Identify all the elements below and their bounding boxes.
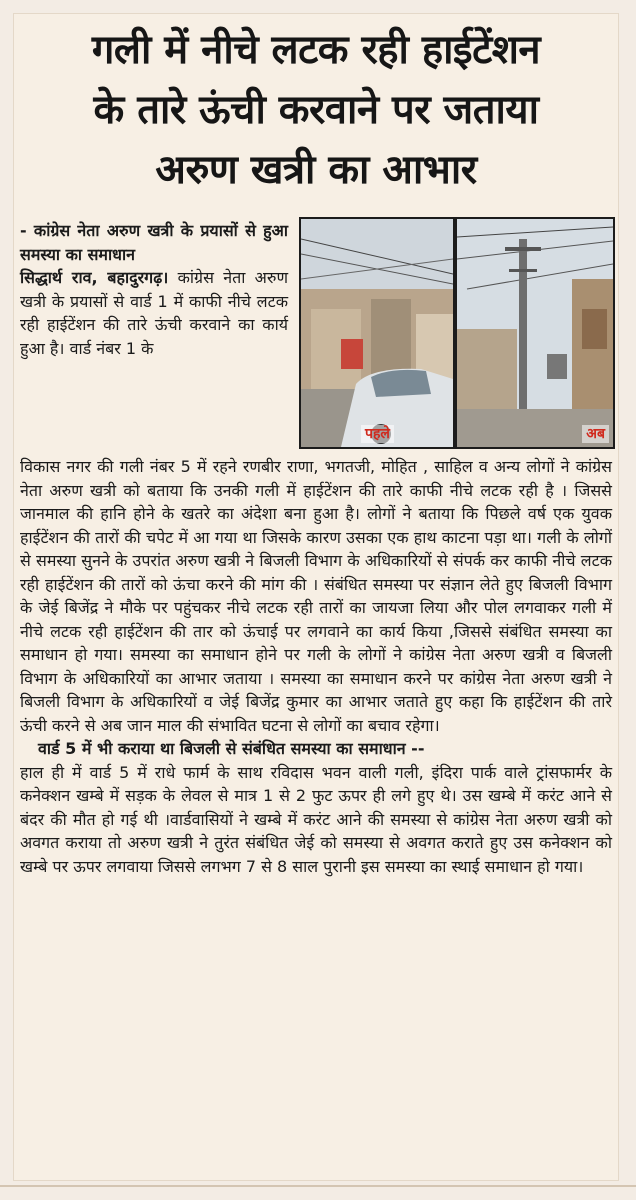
after-photo	[457, 219, 613, 447]
before-photo	[301, 219, 453, 447]
body-text: विकास नगर की गली नंबर 5 में रहने रणबीर राणा, भगतजी, मोहित , साहिल व अन्य लोगों ने कांग्रेस नेता अरुण खत्री को बताया कि उनकी गली में हाईटेंशन की तारे काफी नीचे लटक रही है । जिससे जानमाल की हानि होने के खतरे का अंदेशा बना हुआ है। लोगों ने बताया कि पिछले वर्ष एक युवक हाईटेंशन की तारों की चपेट में आ गया था जिसके कारण उसका एक हाथ काटना पड़ा था। गली के लोगों से समस्या सुनने के उपरांत अरुण खत्री ने बिजली विभाग के अधिकारियों से संपर्क कर काफी नीचे लटक रही हाईटेंशन की तारों को ऊंचा करने की मांग की । संबंधित समस्या पर संज्ञान लेते हुए बिजली विभाग के जेई बिजेंद्र ने मौके पर पहुंचकर नीचे लटक रही तारों का जायजा लिया और पोल लगवाकर गली में नीचे लटक रही हाईटेंशन की तार को ऊंचाई पर लगवाने का कार्य किया ,जिससे संबंधित समस्या का समाधान हो गया। समस्या का समाधान होने पर गली के लोगों ने कांग्रेस नेता अरुण खत्री व बिजली विभाग के अधिकारियों का आभार जताया । समस्या का समाधान करने पर कांग्रेस नेता अरुण खत्री ने बिजली विभाग के अधिकारियों व जेई बिजेंद्र कुमार का आभार जताते हुए कहा कि हाईटेंशन की तारे ऊंची करने से अब जान माल की संभावित घटना से लोगों का बचाव रहेगा।	[20, 457, 612, 735]
lead-column	[20, 219, 288, 360]
byline: सिद्धार्थ राव, बहादुरगढ़।	[20, 268, 169, 287]
body-column	[20, 455, 612, 878]
headline-line-3: अरुण खत्री का आभार	[155, 147, 477, 193]
after-label: अब	[582, 425, 609, 443]
headline-line-1: गली में नीचे लटक रही हाईटेंशन	[91, 27, 541, 73]
subheadline: - कांग्रेस नेता अरुण खत्री के प्रयासों से हुआ समस्या का समाधान	[20, 221, 288, 264]
photo-pair	[299, 217, 615, 449]
after-street-image	[457, 219, 613, 447]
section-text: हाल ही में वार्ड 5 में राधे फार्म के साथ रविदास भवन वाली गली, इंदिरा पार्क वाले ट्रांसफार्मर के कनेक्शन खम्बे में सड़क के लेवल से मात्र 1 से 2 फुट ऊपर ही लगे हुए थे। उस खम्बे में करंट आने से बंदर की मौत हो गई थी ।वार्डवासियों ने खम्बे में करंट आने की समस्या से कांग्रेस नेता अरुण खत्री को अवगत कराया तो अरुण खत्री ने तुरंत संबंधित जेई को समस्या से अवगत कराते हुए उस कनेक्शन को खम्बे पर ऊपर लगवाया जिससे लगभग 7 से 8 साल पुरानी इस समस्या का स्थाई समाधान हो गया।	[20, 762, 612, 876]
bottom-divider	[0, 1185, 636, 1187]
headline-line-2: के तारे ऊंची करवाने पर जताया	[93, 87, 539, 133]
lead-text: कांग्रेस नेता अरुण खत्री के प्रयासों से वार्ड 1 में काफी नीचे लटक रही हाईटेंशन की तारे ऊंची करवाने का कार्य हुआ है। वार्ड नंबर 1 के	[20, 268, 289, 358]
before-label: पहले	[361, 425, 394, 443]
section-title: वार्ड 5 में भी कराया था बिजली से संबंधित समस्या का समाधान --	[38, 739, 425, 758]
news-clipping	[14, 14, 618, 1180]
headline	[14, 20, 618, 200]
before-street-image	[301, 219, 453, 447]
